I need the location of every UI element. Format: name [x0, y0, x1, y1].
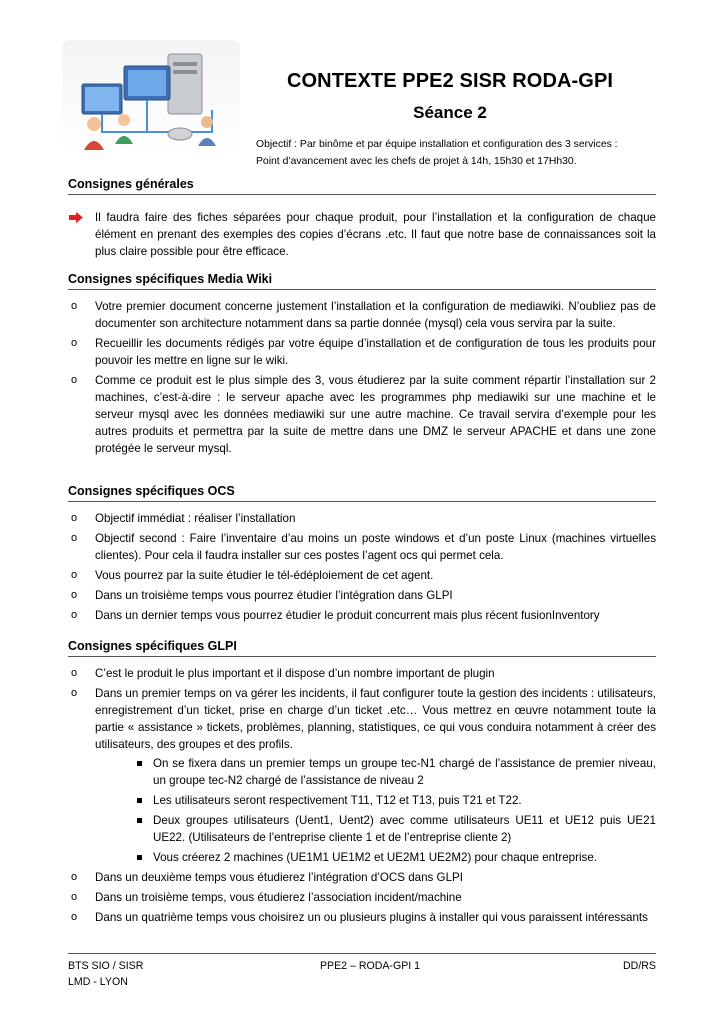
section-title: Consignes spécifiques GLPI: [68, 639, 656, 657]
circle-bullet: o: [71, 667, 78, 679]
list-item: [68, 335, 656, 369]
sub-list-item: [135, 755, 656, 789]
list-item-text: Dans un dernier temps vous pourrez étudier le produit concurrent mais plus récent fusionInventory: [95, 609, 600, 622]
circle-bullet: o: [71, 609, 78, 621]
circle-bullet: o: [71, 589, 78, 601]
circle-bullet: o: [71, 911, 78, 923]
list-item-text: Comme ce produit est le plus simple des 3, vous étudierez par la suite comment répartir l’installation sur 2 machines, c’est-à-dire : le serveur apache avec les programmes php mediawiki sur une machine et le serveur mysql avec les données mediawiki sur une autre machine. Ce travail servira d’exemple pour les autres produits et permettra par la suite de mettre dans une DMZ le serveur APACHE et dans une zone protégée le serveur mysql.: [95, 374, 656, 455]
circle-bullet: o: [71, 337, 78, 349]
square-bullet: [137, 818, 142, 823]
document-title: CONTEXTE PPE2 SISR RODA-GPI: [286, 70, 614, 92]
sub-item-text: Les utilisateurs seront respectivement T11, T12 et T13, puis T21 et T22.: [153, 794, 522, 807]
list-item-text: Dans un troisième temps, vous étudierez l’association incident/machine: [95, 891, 462, 904]
circle-bullet: o: [71, 687, 78, 699]
list-item: [68, 665, 656, 682]
section-mediawiki: [68, 272, 656, 460]
circle-bullet: o: [71, 300, 78, 312]
list-item: [68, 685, 656, 866]
list-item: [68, 869, 656, 886]
objective-line-1: Objectif : Par binôme et par équipe installation et configuration des 3 services :: [256, 139, 618, 150]
sub-item-text: On se fixera dans un premier temps un groupe tec-N1 chargé de l’assistance de premier niveau, un groupe tec-N2 chargé de l’assistance de niveau 2: [153, 757, 656, 787]
square-bullet: [137, 855, 142, 860]
list-item: [68, 530, 656, 564]
list-item: [68, 607, 656, 624]
circle-bullet: o: [71, 374, 78, 386]
general-item-text: Il faudra faire des fiches séparées pour chaque produit, pour l’installation et la configuration de chaque élément en prenant des exemples des copies d’écrans .etc. Il faut que notre base de connaissances soit la plus claire possible pour être efficace.: [95, 211, 656, 258]
list-item-text: Vous pourrez par la suite étudier le tél-édéploiement de cet agent.: [95, 569, 434, 582]
list-item: [68, 372, 656, 457]
general-list: [68, 209, 656, 260]
section-title: Consignes spécifiques OCS: [68, 484, 656, 502]
network-people-icon: [62, 40, 240, 158]
circle-bullet: o: [71, 569, 78, 581]
circle-bullet: o: [71, 891, 78, 903]
sub-list-item: [135, 792, 656, 809]
red-arrow-icon: [68, 212, 84, 223]
circle-bullet: o: [71, 871, 78, 883]
section-general: [68, 177, 656, 263]
glpi-list: [68, 665, 656, 926]
section-title: Consignes spécifiques Media Wiki: [68, 272, 656, 290]
footer-left-line-1: BTS SIO / SISR: [68, 960, 144, 972]
document-subtitle: Séance 2: [413, 103, 487, 122]
section-title: Consignes générales: [68, 177, 656, 195]
objective-line-2: Point d’avancement avec les chefs de projet à 14h, 15h30 et 17Hh30.: [256, 156, 577, 167]
glpi-sublist: [135, 755, 656, 866]
list-item-text: Objectif immédiat : réaliser l’installation: [95, 512, 296, 525]
footer-left: [68, 958, 143, 990]
section-glpi: [68, 639, 656, 929]
list-item-text: Dans un premier temps on va gérer les incidents, il faut configurer toute la gestion des incidents : utilisateurs, enregistrement d’un ticket, prise en charge d’un ticket .etc… Vous mettrez en œuvre notamment toute la partie « assistance » tickets, problèmes, planning, statistiques, ce qui vous conduira notamment à créer des utilisateurs, des groupes et des profils.: [95, 687, 656, 751]
sub-list-item: [135, 849, 656, 866]
list-item: [68, 510, 656, 527]
list-item: [68, 909, 656, 926]
sub-list-item: [135, 812, 656, 846]
list-item-text: Votre premier document concerne justement l’installation et la configuration de mediawiki. N’oubliez pas de documenter son architecture notamment dans sa partie donnée (mysql) cela vous servira par la suite.: [95, 300, 656, 330]
list-item-text: C’est le produit le plus important et il dispose d’un nombre important de plugin: [95, 667, 495, 680]
list-item-text: Dans un troisième temps vous pourrez étudier l’intégration dans GLPI: [95, 589, 453, 602]
square-bullet: [137, 761, 142, 766]
list-item: [68, 209, 656, 260]
list-item-text: Recueillir les documents rédigés par votre équipe d’installation et de configuration de tous les produits pour pouvoir les mettre en ligne sur le wiki.: [95, 337, 656, 367]
section-ocs: [68, 484, 656, 627]
list-item-text: Dans un deuxième temps vous étudierez l’intégration d’OCS dans GLPI: [95, 871, 463, 884]
mediawiki-list: [68, 298, 656, 457]
list-item: [68, 889, 656, 906]
footer-divider: [68, 953, 656, 954]
ocs-list: [68, 510, 656, 624]
footer-right: DD/RS: [623, 960, 656, 972]
sub-item-text: Deux groupes utilisateurs (Uent1, Uent2) avec comme utilisateurs UE11 et UE12 puis UE21 UE22. (Utilisateurs de l’entreprise cliente 1 et de l’entreprise cliente 2): [153, 814, 656, 844]
circle-bullet: o: [71, 512, 78, 524]
sub-item-text: Vous créerez 2 machines (UE1M1 UE1M2 et UE2M1 UE2M2) pour chaque entreprise.: [153, 851, 597, 864]
list-item-text: Dans un quatrième temps vous choisirez un ou plusieurs plugins à installer qui vous paraissent intéressants: [95, 911, 648, 924]
footer-left-line-2: LMD - LYON: [68, 976, 128, 988]
list-item: [68, 567, 656, 584]
footer-center: PPE2 – RODA-GPI 1: [319, 960, 421, 972]
list-item-text: Objectif second : Faire l’inventaire d’au moins un poste windows et d’un poste Linux (machines virtuelles clientes). Pour cela il faudra installer sur ces postes l’agent ocs qui permet cela.: [95, 532, 656, 562]
list-item: [68, 298, 656, 332]
square-bullet: [137, 798, 142, 803]
circle-bullet: o: [71, 532, 78, 544]
objective-text: [256, 136, 656, 170]
list-item: [68, 587, 656, 604]
